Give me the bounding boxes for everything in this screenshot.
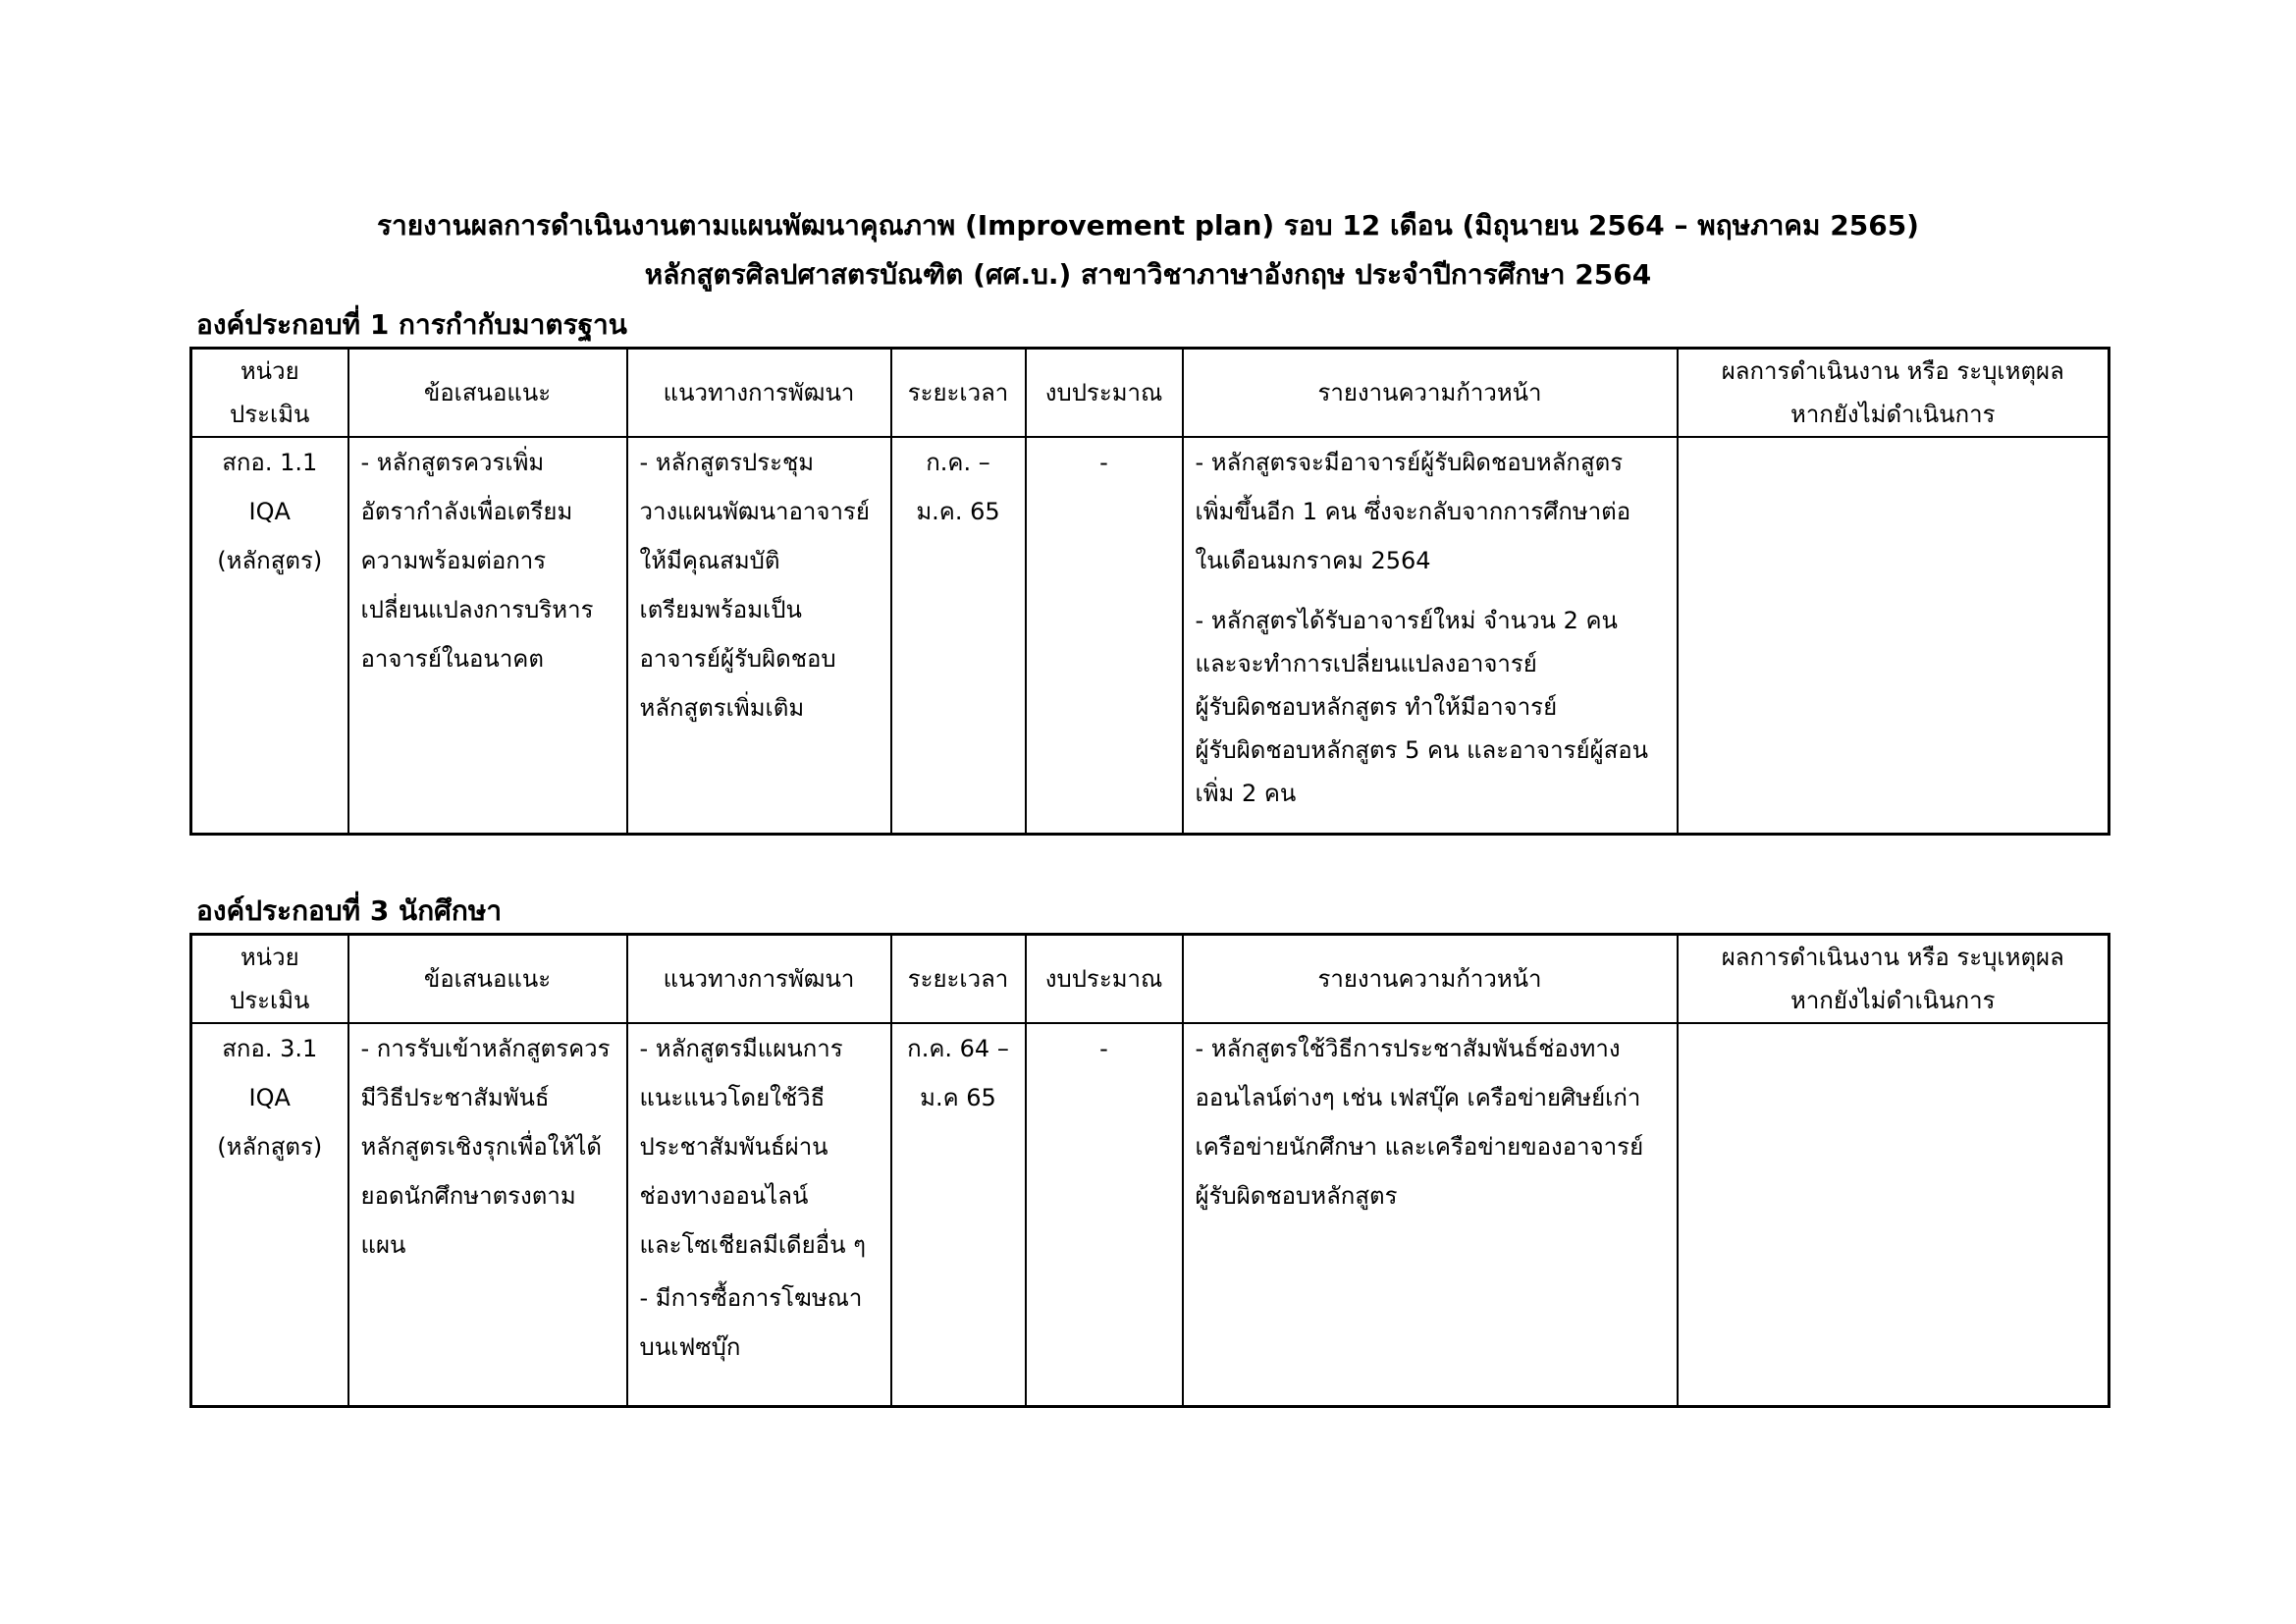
cell-progress: - หลักสูตรจะมีอาจารย์ผู้รับผิดชอบหลักสูตร เพิ่มขึ้นอีก 1 คน ซึ่งจะกลับจากการศึกษาต่อ ในเดือนมกราคม 2564 - หลักสูตรได้รับอาจารย์ใหม่ จำนวน 2 คน และจะทำการเปลี่ยนแปลงอาจารย์ ผู้รับผิดชอบหลักสูตร ทำให้มีอาจารย์ ผู้รับผิดชอบหลักสูตร 5 คน และอาจารย์ผู้สอน เพิ่ม 2 คน [1183, 437, 1678, 835]
cell-result [1678, 1023, 2109, 1407]
header-development: แนวทางการพัฒนา [627, 349, 891, 438]
cell-unit: สกอ. 3.1 IQA (หลักสูตร) [191, 1023, 348, 1407]
header-unit: หน่วย ประเมิน [191, 935, 348, 1024]
cell-result [1678, 437, 2109, 835]
cell-development: - หลักสูตรประชุม วางแผนพัฒนาอาจารย์ ให้มีคุณสมบัติ เตรียมพร้อมเป็น อาจารย์ผู้รับผิดชอบ หลักสูตรเพิ่มเติม [627, 437, 891, 835]
table-header-row [191, 349, 2109, 438]
header-budget: งบประมาณ [1026, 349, 1183, 438]
header-period: ระยะเวลา [891, 349, 1026, 438]
table-header-row [191, 935, 2109, 1024]
cell-progress: - หลักสูตรใช้วิธีการประชาสัมพันธ์ช่องทาง ออนไลน์ต่างๆ เช่น เฟสบุ๊ค เครือข่ายศิษย์เก่า เครือข่ายนักศึกษา และเครือข่ายของอาจารย์ ผู้รับผิดชอบหลักสูตร [1183, 1023, 1678, 1407]
header-recommendation: ข้อเสนอแนะ [348, 935, 627, 1024]
cell-budget: - [1026, 437, 1183, 835]
header-result: ผลการดำเนินงาน หรือ ระบุเหตุผล หากยังไม่ดำเนินการ [1678, 349, 2109, 438]
cell-budget: - [1026, 1023, 1183, 1407]
cell-period: ก.ค. – ม.ค. 65 [891, 437, 1026, 835]
header-recommendation: ข้อเสนอแนะ [348, 349, 627, 438]
cell-unit: สกอ. 1.1 IQA (หลักสูตร) [191, 437, 348, 835]
header-progress: รายงานความก้าวหน้า [1183, 935, 1678, 1024]
header-period: ระยะเวลา [891, 935, 1026, 1024]
improvement-plan-table-1 [189, 347, 2110, 836]
header-unit: หน่วย ประเมิน [191, 349, 348, 438]
cell-recommendation: - หลักสูตรควรเพิ่ม อัตรากำลังเพื่อเตรียม ความพร้อมต่อการ เปลี่ยนแปลงการบริหาร อาจารย์ในอนาคต [348, 437, 627, 835]
header-result: ผลการดำเนินงาน หรือ ระบุเหตุผล หากยังไม่ดำเนินการ [1678, 935, 2109, 1024]
document-title: รายงานผลการดำเนินงานตามแผนพัฒนาคุณภาพ (Improvement plan) รอบ 12 เดือน (มิถุนายน 2564 – พฤษภาคม 2565) [377, 209, 1919, 242]
header-progress: รายงานความก้าวหน้า [1183, 349, 1678, 438]
improvement-plan-table-3 [189, 933, 2110, 1408]
cell-period: ก.ค. 64 – ม.ค 65 [891, 1023, 1026, 1407]
section-heading-1: องค์ประกอบที่ 1 การกำกับมาตรฐาน [196, 308, 627, 341]
table-row [191, 1023, 2109, 1407]
header-budget: งบประมาณ [1026, 935, 1183, 1024]
header-development: แนวทางการพัฒนา [627, 935, 891, 1024]
table-row [191, 437, 2109, 835]
document-subtitle: หลักสูตรศิลปศาสตรบัณฑิต (ศศ.บ.) สาขาวิชาภาษาอังกฤษ ประจำปีการศึกษา 2564 [644, 258, 1652, 291]
section-heading-3: องค์ประกอบที่ 3 นักศึกษา [196, 894, 503, 927]
cell-development: - หลักสูตรมีแผนการ แนะแนวโดยใช้วิธี ประชาสัมพันธ์ผ่าน ช่องทางออนไลน์ และโซเชียลมีเดียอื่น ๆ - มีการซื้อการโฆษณา บนเฟซบุ๊ก [627, 1023, 891, 1407]
cell-recommendation: - การรับเข้าหลักสูตรควร มีวิธีประชาสัมพันธ์ หลักสูตรเชิงรุกเพื่อให้ได้ ยอดนักศึกษาตรงตาม แผน [348, 1023, 627, 1407]
